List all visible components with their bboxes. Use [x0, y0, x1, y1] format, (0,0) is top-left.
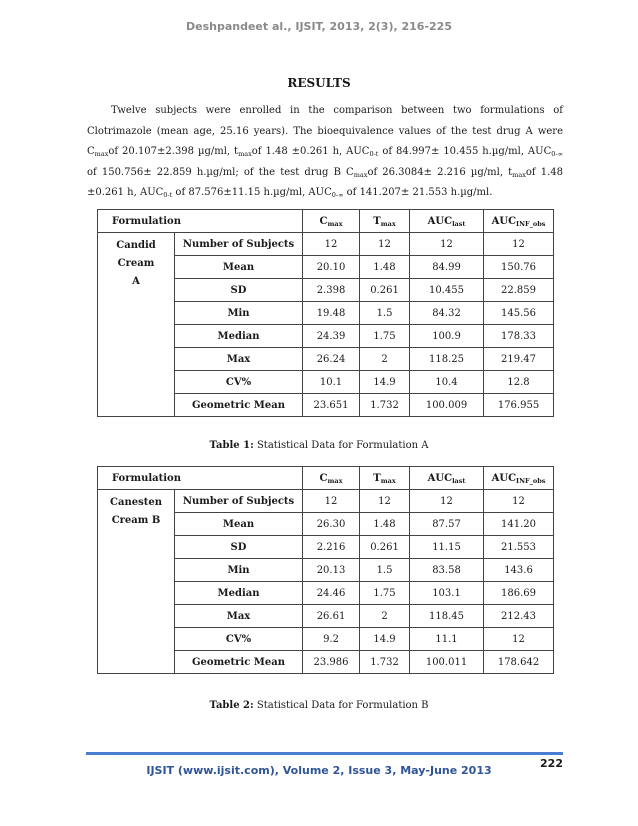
col-header-aucinf: $AUC_{INF\_obs}$: [484, 467, 554, 490]
cell-auclast: 10.4: [410, 371, 484, 394]
footer-divider: [86, 752, 563, 755]
row-label: SD: [175, 536, 303, 559]
row-label: CV%: [175, 371, 303, 394]
cell-cmax: 26.61: [303, 605, 360, 628]
table-header-row: [98, 210, 554, 233]
cell-cmax: 2.216: [303, 536, 360, 559]
row-label: Max: [175, 348, 303, 371]
row-label: Number of Subjects: [175, 490, 303, 513]
cell-cmax: 19.48: [303, 302, 360, 325]
cell-cmax: 24.46: [303, 582, 360, 605]
cell-tmax: 14.9: [360, 628, 410, 651]
cell-tmax: 12: [360, 233, 410, 256]
cell-cmax: 10.1: [303, 371, 360, 394]
cell-aucinf: 178.33: [484, 325, 554, 348]
row-label: Mean: [175, 256, 303, 279]
cell-aucinf: 12: [484, 233, 554, 256]
cell-auclast: 11.1: [410, 628, 484, 651]
cell-cmax: 12: [303, 233, 360, 256]
cell-tmax: 0.261: [360, 536, 410, 559]
cell-cmax: 26.30: [303, 513, 360, 536]
results-paragraph: [87, 101, 563, 204]
cell-tmax: 1.75: [360, 582, 410, 605]
row-label: Max: [175, 605, 303, 628]
cell-aucinf: 22.859: [484, 279, 554, 302]
cell-tmax: 1.5: [360, 559, 410, 582]
col-header-formulation: Formulation: [98, 467, 303, 490]
running-header: Deshpandeet al., IJSIT, 2013, 2(3), 216-225: [186, 20, 452, 33]
row-label: Geometric Mean: [175, 394, 303, 417]
col-header-tmax: $T_{max}$: [360, 467, 410, 490]
table-1-caption: Table 1: Statistical Data for Formulation A: [209, 440, 429, 451]
row-label: Min: [175, 559, 303, 582]
table-row: [98, 490, 554, 513]
cell-auclast: 84.32: [410, 302, 484, 325]
cell-tmax: 1.48: [360, 256, 410, 279]
cell-aucinf: 176.955: [484, 394, 554, 417]
row-label: Mean: [175, 513, 303, 536]
cell-aucinf: 143.6: [484, 559, 554, 582]
cell-tmax: 1.732: [360, 651, 410, 674]
cell-cmax: 2.398: [303, 279, 360, 302]
cell-aucinf: 150.76: [484, 256, 554, 279]
formulation-name-cell: Candid Cream A: [98, 233, 175, 417]
running-footer: IJSIT (www.ijsit.com), Volume 2, Issue 3, May-June 2013: [146, 764, 492, 777]
col-header-cmax: $C_{max}$: [303, 210, 360, 233]
cell-tmax: 2: [360, 605, 410, 628]
page-number: 222: [540, 757, 563, 770]
cell-tmax: 0.261: [360, 279, 410, 302]
cell-aucinf: 219.47: [484, 348, 554, 371]
cell-cmax: 20.13: [303, 559, 360, 582]
cell-cmax: 12: [303, 490, 360, 513]
cell-cmax: 26.24: [303, 348, 360, 371]
cell-aucinf: 12: [484, 628, 554, 651]
cell-aucinf: 12: [484, 490, 554, 513]
cell-auclast: 118.25: [410, 348, 484, 371]
cell-tmax: 2: [360, 348, 410, 371]
row-label: Geometric Mean: [175, 651, 303, 674]
cell-auclast: 84.99: [410, 256, 484, 279]
cell-tmax: 1.75: [360, 325, 410, 348]
results-text: Twelve subjects were enrolled in the comparison between two formulations of Clotrimazole (mean age, 25.16 years). The bioequivalence values of the test drug A were $C_{max}of$ 20.107±2.398 µg/ml, $t_{max}of$ 1.48 ±0.261 h, $AUC_{0-t}$ of 84.997± 10.455 h.µg/ml, $AUC_{0-\infty}$ of 150.756± 22.859 h.µg/ml; of the test drug B $C_{max}of$ 26.3084± 2.216 µg/ml, $t_{max}of$ 1.48 ±0.261 h, $AUC_{0-t}$ of 87.576±11.15 h.µg/ml, $AUC_{0-\infty}$ of 141.207± 21.553 h.µg/ml.: [87, 105, 564, 199]
formulation-name-cell: Canesten Cream B: [98, 490, 175, 674]
cell-auclast: 12: [410, 490, 484, 513]
row-label: Number of Subjects: [175, 233, 303, 256]
cell-auclast: 100.011: [410, 651, 484, 674]
cell-aucinf: 186.69: [484, 582, 554, 605]
cell-tmax: 14.9: [360, 371, 410, 394]
row-label: CV%: [175, 628, 303, 651]
cell-cmax: 24.39: [303, 325, 360, 348]
col-header-formulation: Formulation: [98, 210, 303, 233]
cell-auclast: 87.57: [410, 513, 484, 536]
cell-cmax: 23.651: [303, 394, 360, 417]
cell-tmax: 1.48: [360, 513, 410, 536]
cell-auclast: 12: [410, 233, 484, 256]
col-header-auclast: $AUC_{last}$: [410, 210, 484, 233]
cell-aucinf: 212.43: [484, 605, 554, 628]
cell-auclast: 11.15: [410, 536, 484, 559]
col-header-cmax: $C_{max}$: [303, 467, 360, 490]
row-label: Median: [175, 582, 303, 605]
row-label: SD: [175, 279, 303, 302]
cell-cmax: 20.10: [303, 256, 360, 279]
cell-aucinf: 21.553: [484, 536, 554, 559]
cell-aucinf: 12.8: [484, 371, 554, 394]
table-header-row: [98, 467, 554, 490]
section-title: RESULTS: [287, 76, 351, 90]
cell-cmax: 9.2: [303, 628, 360, 651]
table-formulation-a: [97, 209, 554, 417]
cell-aucinf: 178.642: [484, 651, 554, 674]
cell-auclast: 100.009: [410, 394, 484, 417]
cell-auclast: 100.9: [410, 325, 484, 348]
row-label: Median: [175, 325, 303, 348]
cell-cmax: 23.986: [303, 651, 360, 674]
cell-tmax: 1.5: [360, 302, 410, 325]
cell-aucinf: 141.20: [484, 513, 554, 536]
cell-auclast: 10.455: [410, 279, 484, 302]
col-header-auclast: $AUC_{last}$: [410, 467, 484, 490]
table-formulation-b: [97, 466, 554, 674]
col-header-tmax: $T_{max}$: [360, 210, 410, 233]
cell-aucinf: 145.56: [484, 302, 554, 325]
col-header-aucinf: $AUC_{INF\_obs}$: [484, 210, 554, 233]
table-row: [98, 233, 554, 256]
cell-tmax: 12: [360, 490, 410, 513]
row-label: Min: [175, 302, 303, 325]
cell-auclast: 83.58: [410, 559, 484, 582]
cell-tmax: 1.732: [360, 394, 410, 417]
cell-auclast: 118.45: [410, 605, 484, 628]
cell-auclast: 103.1: [410, 582, 484, 605]
table-2-caption: Table 2: Statistical Data for Formulation B: [209, 700, 429, 711]
